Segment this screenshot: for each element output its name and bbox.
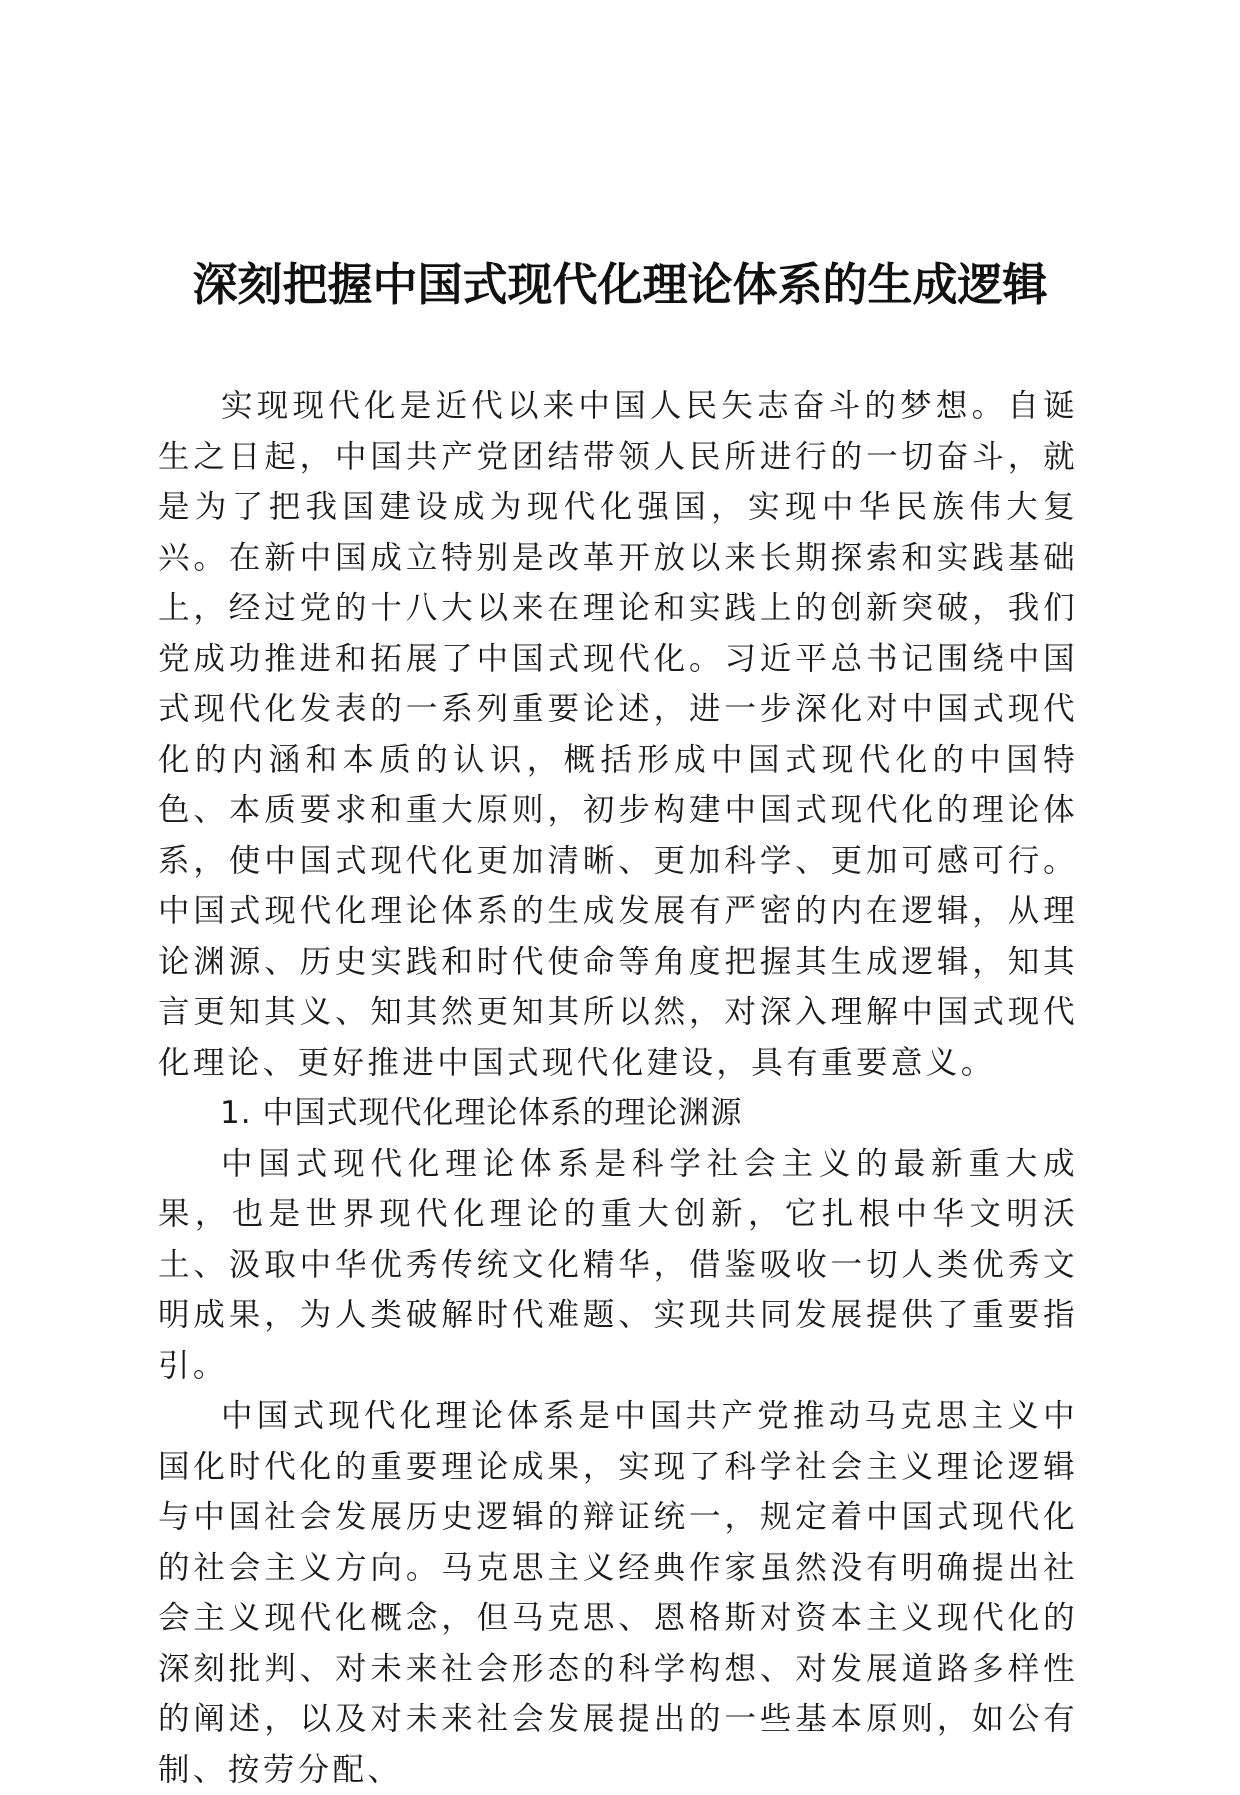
section-heading: 1. 中国式现代化理论体系的理论渊源: [220, 1095, 743, 1131]
document-title: 深刻把握中国式现代化理论体系的生成逻辑: [192, 258, 1048, 311]
body-paragraph-1: 中国式现代化理论体系是科学社会主义的最新重大成果，也是世界现代化理论的重大创新，它扎根中华文明沃土、汲取中华优秀传统文化精华，借鉴吸收一切人类优秀文明成果，为人类破解时代难题、实现共同发展提供了重要指引。: [158, 1145, 1078, 1384]
body-paragraph-2: 中国式现代化理论体系是中国共产党推动马克思主义中国化时代化的重要理论成果，实现了科学社会主义理论逻辑与中国社会发展历史逻辑的辩证统一，规定着中国式现代化的社会主义方向。马克思主义经典作家虽然没有明确提出社会主义现代化概念，但马克思、恩格斯对资本主义现代化的深刻批判、对未来社会形态的科学构想、对发展道路多样性的阐述，以及对未来社会发展提出的一些基本原则，如公有制、按劳分配、: [158, 1398, 1078, 1788]
document-body: [158, 381, 1078, 1795]
intro-paragraph: 实现现代化是近代以来中国人民矢志奋斗的梦想。自诞生之日起，中国共产党团结带领人民所进行的一切奋斗，就是为了把我国建设成为现代化强国，实现中华民族伟大复兴。在新中国成立特别是改革开放以来长期探索和实践基础上，经过党的十八大以来在理论和实践上的创新突破，我们党成功推进和拓展了中国式现代化。习近平总书记围绕中国式现代化发表的一系列重要论述，进一步深化对中国式现代化的内涵和本质的认识，概括形成中国式现代化的中国特色、本质要求和重大原则，初步构建中国式现代化的理论体系，使中国式现代化更加清晰、更加科学、更加可感可行。中国式现代化理论体系的生成发展有严密的内在逻辑，从理论渊源、历史实践和时代使命等角度把握其生成逻辑，知其言更知其义、知其然更知其所以然，对深入理解中国式现代化理论、更好推进中国式现代化建设，具有重要意义。: [158, 388, 1078, 1081]
